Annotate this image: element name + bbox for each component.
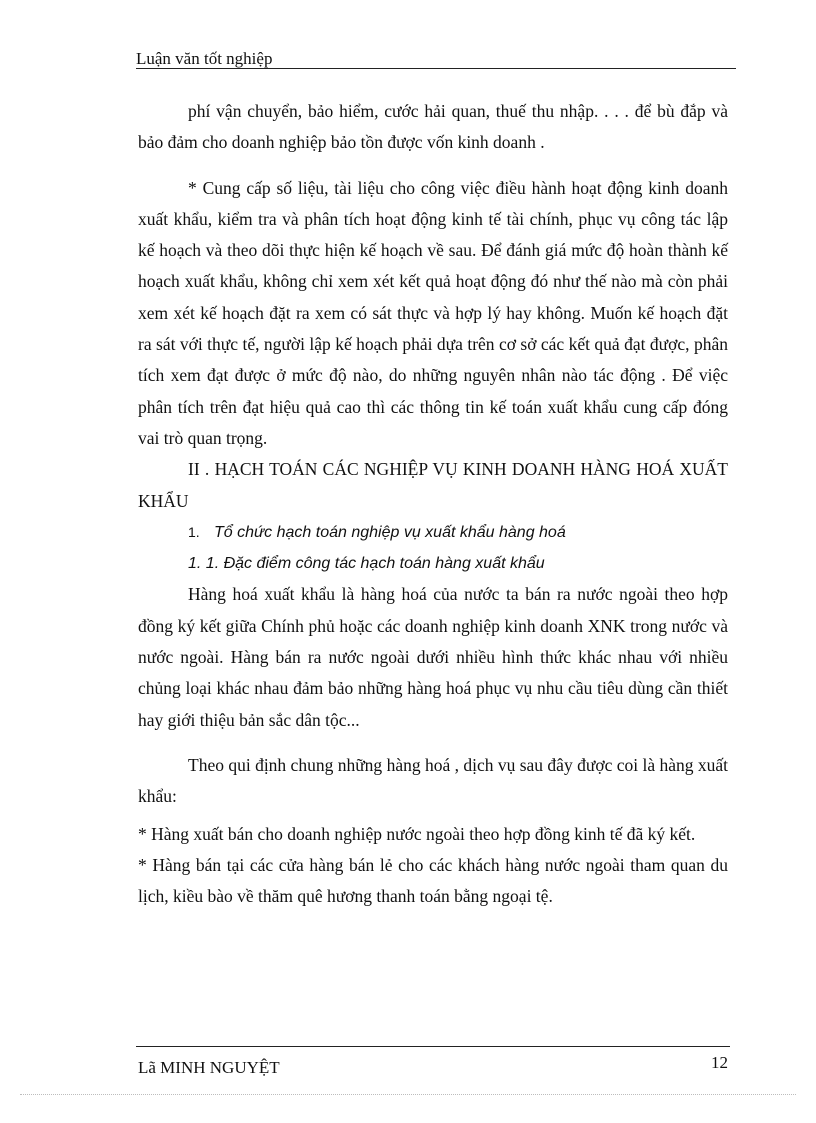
numbered-subheading	[138, 517, 728, 548]
page-number: 12	[711, 1053, 728, 1072]
subheading-number: 1.	[188, 523, 200, 540]
section-heading: II . HẠCH TOÁN CÁC NGHIỆP VỤ KINH DOANH HÀNG HOÁ XUẤT KHẨU	[138, 459, 728, 511]
header-divider	[136, 68, 736, 69]
paragraph-costs: phí vận chuyển, bảo hiểm, cước hải quan, thuế thu nhập. . . . để bù đắp và bảo đảm cho doanh nghiệp bảo tồn được vốn kinh doanh .	[138, 101, 728, 153]
paragraph-regulation: Theo qui định chung những hàng hoá , dịch vụ sau đây được coi là hàng xuất khẩu:	[138, 754, 728, 807]
page-body	[138, 96, 728, 912]
bullet-contract-sales: * Hàng xuất bán cho doanh nghiệp nước ngoài theo hợp đồng kinh tế đã ký kết.	[138, 823, 696, 844]
sub-subheading: 1. 1. Đặc điểm công tác hạch toán hàng xuất khẩu	[188, 555, 545, 573]
footer-divider	[136, 1046, 730, 1047]
paragraph-export-goods: Hàng hoá xuất khẩu là hàng hoá của nước ta bán ra nước ngoài theo hợp đồng ký kết giữa Chính phủ hoặc các doanh nghiệp kinh doanh XNK trong nước và nước ngoài. Hàng bán ra nước ngoài dưới nhiều hình thức khác nhau với nhiều chủng loại khác nhau đảm bảo những hàng hoá phục vụ nhu cầu tiêu dùng cần thiết hay giới thiệu bản sắc dân tộc...	[138, 584, 728, 730]
footer-author: Lã MINH NGUYỆT	[138, 1058, 280, 1077]
page-header-title: Luận văn tốt nghiệp	[136, 49, 273, 68]
subheading-text: Tổ chức hạch toán nghiệp vụ xuất khẩu hàng hoá	[214, 523, 566, 541]
paragraph-data-supply: * Cung cấp số liệu, tài liệu cho công việc điều hành hoạt động kinh doanh xuất khẩu, kiểm tra và phân tích hoạt động kinh tế tài chính, phục vụ công tác lập kế hoạch và theo dõi thực hiện kế hoạch về sau. Để đánh giá mức độ hoàn thành kế hoạch xuất khẩu, không chỉ xem xét kết quả hoạt động đó như thế nào mà còn phải xem xét kế hoạch đặt ra xem có sát thực và hợp lý hay không. Muốn kế hoạch đặt ra sát với thực tế, người lập kế hoạch phải dựa trên cơ sở các kết quả đạt được, phân tích xem đạt được ở mức độ nào, do những nguyên nhân nào tác động . Để việc phân tích trên đạt hiệu quả cao thì các thông tin kế toán xuất khẩu cung cấp đóng vai trò quan trọng.	[138, 177, 728, 448]
bullet-retail-sales: * Hàng bán tại các cửa hàng bán lẻ cho các khách hàng nước ngoài tham quan du lịch, kiều bào về thăm quê hương thanh toán bằng ngoại tệ.	[138, 854, 728, 907]
page-edge-dotted-line	[20, 1094, 796, 1095]
